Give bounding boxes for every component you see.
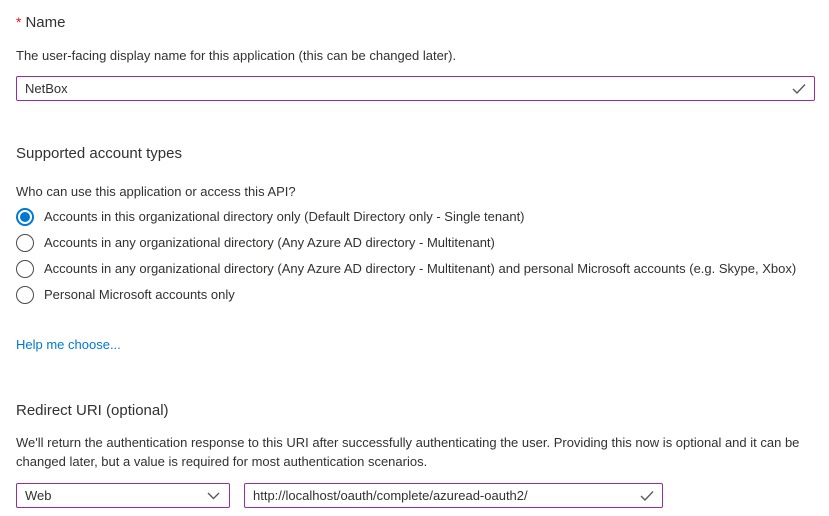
account-types-question: Who can use this application or access this API? bbox=[16, 184, 296, 199]
account-type-radio-group bbox=[16, 208, 815, 304]
name-field-wrap bbox=[16, 76, 815, 101]
platform-select-dropdown[interactable] bbox=[16, 483, 230, 508]
chevron-down-icon bbox=[207, 492, 220, 500]
radio-option-label: Personal Microsoft accounts only bbox=[44, 287, 235, 302]
redirect-uri-row bbox=[16, 483, 815, 508]
platform-selected-value: Web bbox=[25, 488, 52, 503]
name-title-text: Name bbox=[25, 14, 66, 31]
name-section-title bbox=[16, 12, 815, 33]
radio-option-personal-only[interactable] bbox=[16, 286, 815, 304]
radio-option-label: Accounts in this organizational directory only (Default Directory only - Single tenant) bbox=[44, 209, 525, 224]
radio-option-multitenant[interactable] bbox=[16, 234, 815, 252]
radio-option-label: Accounts in any organizational directory (Any Azure AD directory - Multitenant) and personal Microsoft accounts (e.g. Skype, Xbox) bbox=[44, 261, 797, 276]
required-asterisk: * bbox=[16, 14, 22, 30]
radio-option-single-tenant[interactable] bbox=[16, 208, 815, 226]
radio-button-icon bbox=[16, 208, 34, 226]
radio-option-label: Accounts in any organizational directory (Any Azure AD directory - Multitenant) bbox=[44, 235, 495, 250]
redirect-uri-input[interactable] bbox=[244, 483, 663, 508]
name-description: The user-facing display name for this application (this can be changed later). bbox=[16, 48, 457, 63]
account-types-title: Supported account types bbox=[16, 145, 182, 162]
help-me-choose-link[interactable]: Help me choose... bbox=[16, 337, 121, 352]
redirect-uri-title: Redirect URI (optional) bbox=[16, 402, 169, 419]
radio-button-icon bbox=[16, 260, 34, 278]
radio-option-multitenant-personal[interactable] bbox=[16, 260, 815, 278]
redirect-uri-description: We'll return the authentication response to this URI after successfully authenticating the user. Providing this now is optional and it can be changed later, but a value is required for most authentication scenarios. bbox=[16, 435, 800, 469]
name-input[interactable] bbox=[16, 76, 815, 101]
radio-button-icon bbox=[16, 234, 34, 252]
radio-button-icon bbox=[16, 286, 34, 304]
uri-field-wrap bbox=[244, 483, 663, 508]
